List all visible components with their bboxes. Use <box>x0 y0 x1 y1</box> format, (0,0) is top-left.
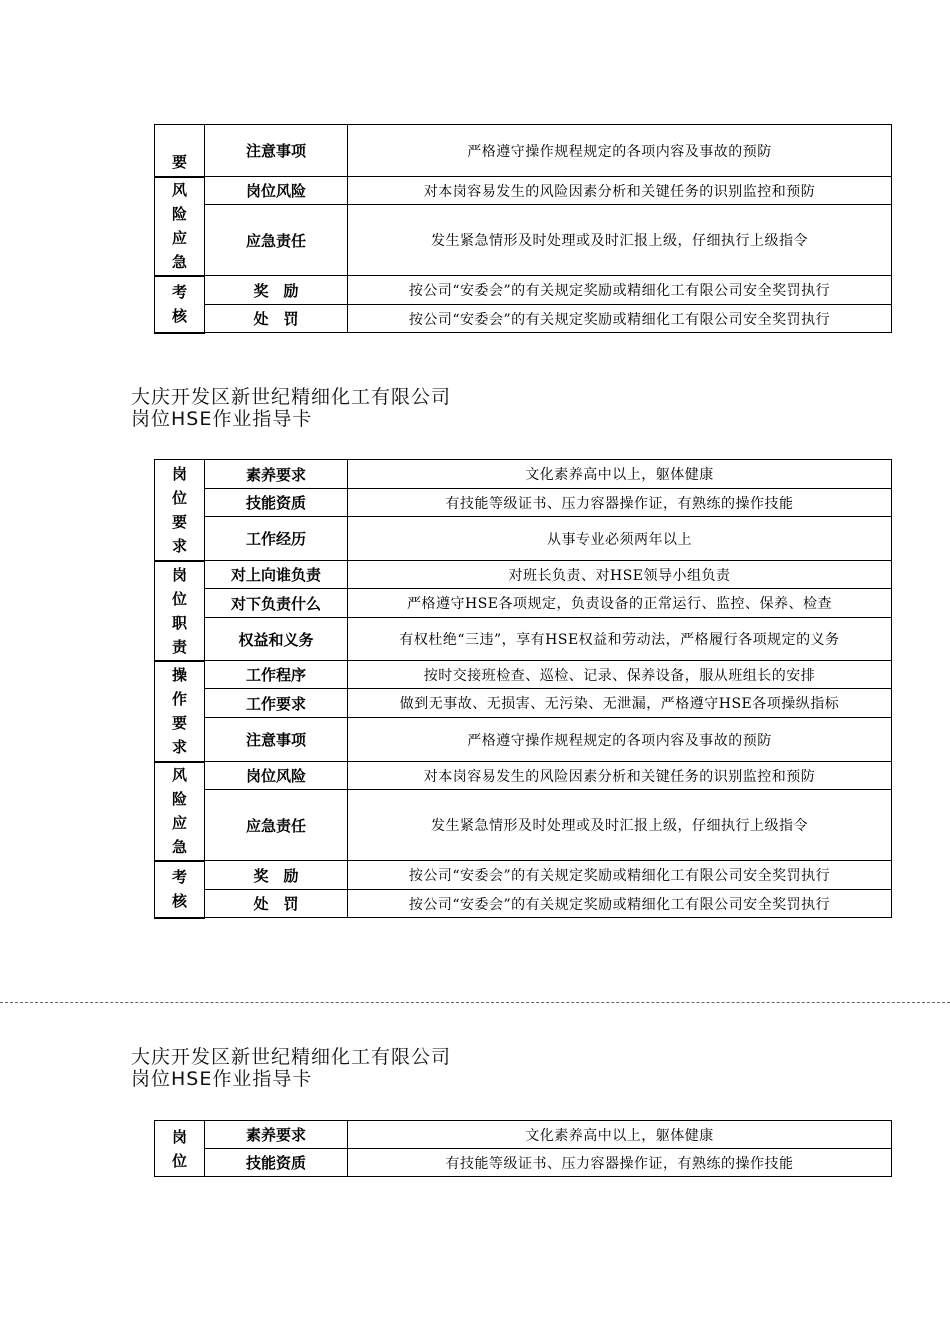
category-char: 核 <box>171 307 187 325</box>
item-cell: 应急责任 <box>205 790 348 861</box>
category-cell <box>155 762 205 861</box>
item-cell: 工作程序 <box>205 661 348 689</box>
desc-cell: 严格遵守HSE各项规定，负责设备的正常运行、监控、保养、检查 <box>348 589 892 618</box>
table-row <box>155 718 892 762</box>
category-char: 位 <box>171 488 187 507</box>
category-char: 责 <box>171 637 187 656</box>
item-cell: 奖 励 <box>205 861 348 890</box>
table-row <box>155 589 892 618</box>
table-row <box>155 661 892 689</box>
category-char: 要 <box>171 152 187 171</box>
desc-cell: 有技能等级证书、压力容器操作证，有熟练的操作技能 <box>348 489 892 517</box>
desc-cell: 对本岗容易发生的风险因素分析和关键任务的识别监控和预防 <box>348 177 892 205</box>
category-cell <box>155 177 205 276</box>
item-cell: 工作经历 <box>205 517 348 561</box>
desc-cell: 按时交接班检查、巡检、记录、保养设备，服从班组长的安排 <box>348 661 892 689</box>
table-row <box>155 1149 892 1177</box>
hse-table-2 <box>154 459 892 919</box>
category-char: 要 <box>171 714 187 732</box>
category-char: 核 <box>171 892 187 910</box>
category-char: 应 <box>171 229 187 247</box>
desc-cell: 对本岗容易发生的风险因素分析和关键任务的识别监控和预防 <box>348 762 892 790</box>
desc-cell: 严格遵守操作规程规定的各项内容及事故的预防 <box>348 125 892 177</box>
category-char: 应 <box>171 814 187 832</box>
table-row <box>155 762 892 790</box>
category-char: 位 <box>171 1151 187 1170</box>
desc-cell: 做到无事故、无损害、无污染、无泄漏，严格遵守HSE各项操纵指标 <box>348 689 892 718</box>
category-cell <box>155 1121 205 1177</box>
table-row <box>155 205 892 276</box>
company-name: 大庆开发区新世纪精细化工有限公司 <box>131 1046 452 1068</box>
table-row <box>155 489 892 517</box>
item-cell: 技能资质 <box>205 1149 348 1177</box>
category-char: 作 <box>171 690 187 708</box>
category-char: 岗 <box>171 565 187 584</box>
table-row <box>155 177 892 205</box>
category-char: 岗 <box>171 464 187 483</box>
category-char: 险 <box>171 790 187 808</box>
category-char: 考 <box>171 868 187 886</box>
category-char: 岗 <box>171 1127 187 1146</box>
table-row <box>155 861 892 890</box>
table-row <box>155 276 892 305</box>
desc-cell: 从事专业必须两年以上 <box>348 517 892 561</box>
desc-cell: 有权杜绝“三违”，享有HSE权益和劳动法，严格履行各项规定的义务 <box>348 618 892 661</box>
card-heading <box>131 386 451 430</box>
category-char: 要 <box>171 512 187 531</box>
item-cell: 应急责任 <box>205 205 348 276</box>
table-row <box>155 305 892 333</box>
item-cell: 岗位风险 <box>205 762 348 790</box>
category-cell <box>155 276 205 333</box>
desc-cell: 按公司“安委会”的有关规定奖励或精细化工有限公司安全奖罚执行 <box>348 305 892 333</box>
card-title: 岗位HSE作业指导卡 <box>131 1068 313 1090</box>
desc-cell: 有技能等级证书、压力容器操作证，有熟练的操作技能 <box>348 1149 892 1177</box>
item-cell: 技能资质 <box>205 489 348 517</box>
category-char: 急 <box>171 253 187 271</box>
item-cell: 素养要求 <box>205 1121 348 1149</box>
company-name: 大庆开发区新世纪精细化工有限公司 <box>131 386 452 408</box>
category-char: 位 <box>171 589 187 608</box>
category-char: 操 <box>171 666 187 684</box>
desc-cell: 发生紧急情形及时处理或及时汇报上级，仔细执行上级指令 <box>348 790 892 861</box>
table-row <box>155 460 892 489</box>
table-row <box>155 689 892 718</box>
desc-cell: 按公司“安委会”的有关规定奖励或精细化工有限公司安全奖罚执行 <box>348 276 892 305</box>
item-cell: 处 罚 <box>205 890 348 918</box>
item-cell: 注意事项 <box>205 718 348 762</box>
table-row <box>155 1121 892 1149</box>
table-row <box>155 790 892 861</box>
category-char: 职 <box>171 613 187 632</box>
desc-cell: 发生紧急情形及时处理或及时汇报上级，仔细执行上级指令 <box>348 205 892 276</box>
category-cell <box>155 661 205 762</box>
desc-cell: 文化素养高中以上，躯体健康 <box>348 460 892 489</box>
item-cell: 权益和义务 <box>205 618 348 661</box>
category-char: 考 <box>171 283 187 301</box>
hse-table-3 <box>154 1120 892 1177</box>
card-heading <box>131 1046 451 1090</box>
desc-cell: 按公司“安委会”的有关规定奖励或精细化工有限公司安全奖罚执行 <box>348 890 892 918</box>
category-char: 求 <box>171 536 187 555</box>
page-separator <box>0 1002 950 1003</box>
item-cell: 奖 励 <box>205 276 348 305</box>
category-char: 急 <box>171 838 187 856</box>
item-cell: 注意事项 <box>205 125 348 177</box>
table-row <box>155 517 892 561</box>
category-char: 风 <box>171 766 187 784</box>
table-row <box>155 561 892 589</box>
desc-cell: 对班长负责、对HSE领导小组负责 <box>348 561 892 589</box>
card-title: 岗位HSE作业指导卡 <box>131 408 313 430</box>
item-cell: 工作要求 <box>205 689 348 718</box>
desc-cell: 按公司“安委会”的有关规定奖励或精细化工有限公司安全奖罚执行 <box>348 861 892 890</box>
item-cell: 对下负责什么 <box>205 589 348 618</box>
category-char: 风 <box>171 181 187 199</box>
desc-cell: 严格遵守操作规程规定的各项内容及事故的预防 <box>348 718 892 762</box>
category-cell <box>155 460 205 561</box>
item-cell: 岗位风险 <box>205 177 348 205</box>
table-row <box>155 890 892 918</box>
category-cell <box>155 861 205 918</box>
table-row <box>155 125 892 177</box>
item-cell: 素养要求 <box>205 460 348 489</box>
category-char: 求 <box>171 738 187 756</box>
desc-cell: 文化素养高中以上，躯体健康 <box>348 1121 892 1149</box>
table-row <box>155 618 892 661</box>
item-cell: 对上向谁负责 <box>205 561 348 589</box>
item-cell: 处 罚 <box>205 305 348 333</box>
category-cell <box>155 561 205 661</box>
category-char: 险 <box>171 205 187 223</box>
hse-table-1 <box>154 124 892 334</box>
category-cell <box>155 125 205 177</box>
